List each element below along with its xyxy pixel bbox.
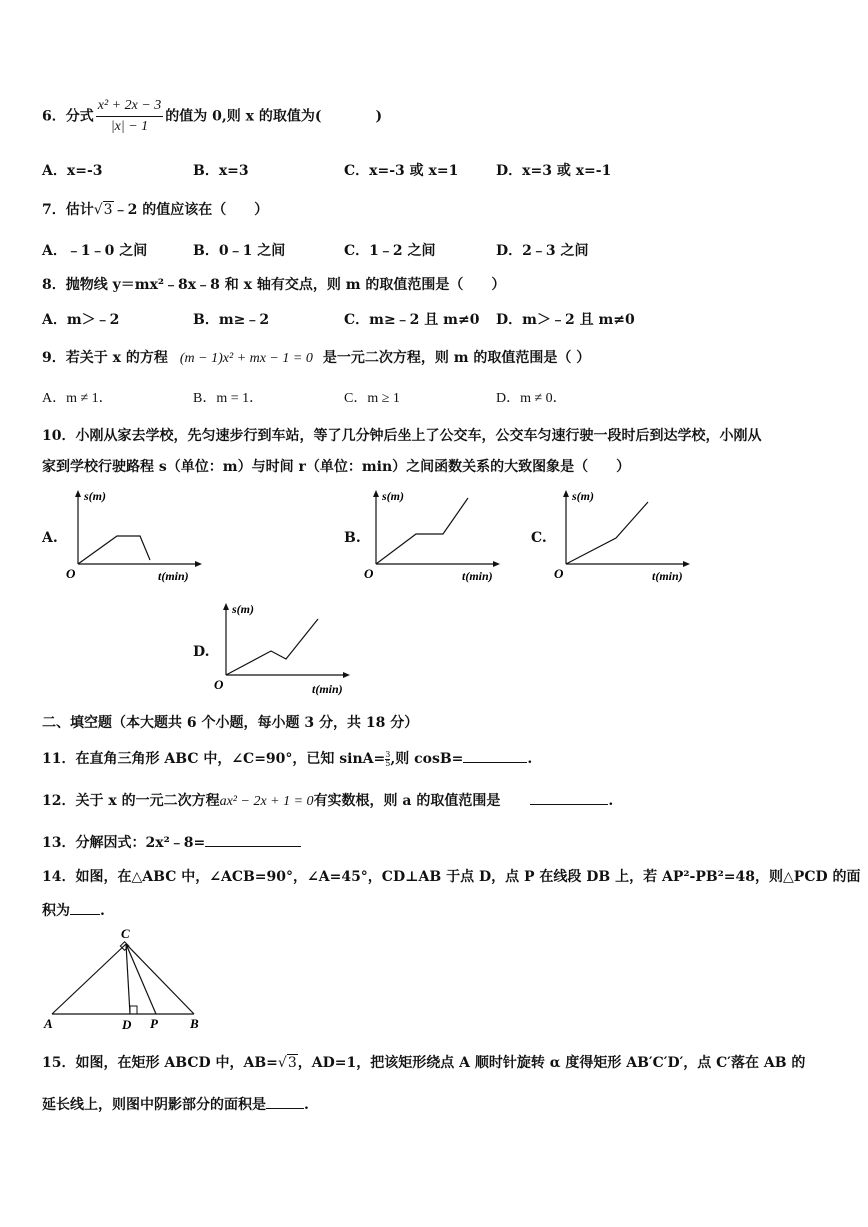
q14-answer-blank[interactable] [70, 914, 100, 915]
point-p-label: P [150, 1016, 158, 1031]
question-15-line2 [42, 1094, 309, 1114]
q15-prefix: 如图，在矩形 ABCD 中，AB= [75, 1055, 278, 1071]
q15-sqrt: √3 [277, 1055, 297, 1071]
graph-b-y-arrow [373, 490, 379, 497]
question-12 [42, 790, 613, 810]
q7-suffix: ﹣2 的值应该在（ ） [113, 202, 269, 218]
graph-c-y-arrow [563, 490, 569, 497]
q9-option-a: A．m ≠ 1． [42, 391, 113, 406]
q6-number: 6． [42, 108, 66, 125]
graph-d-xlabel: t(min) [312, 682, 343, 696]
question-14-line2 [42, 900, 105, 920]
q11-prefix: 在直角三角形 ABC 中，∠C=90°，已知 sinA= [75, 751, 386, 767]
q15-number: 15． [42, 1055, 76, 1071]
q9-option-c: C．m ≥ 1 [344, 391, 400, 406]
graph-b-ylabel: s(m) [382, 489, 404, 503]
q15-line2: 延长线上，则图中阴影部分的面积是 [42, 1097, 266, 1113]
q6-frac-denominator: |x| − 1 [110, 119, 149, 134]
q11-frac-numerator: 3 [385, 749, 391, 759]
q9-prefix: 若关于 x 的方程 [65, 350, 168, 366]
q8-text: 抛物线 y＝mx²﹣8x﹣8 和 x 轴有交点，则 m 的取值范围是（ ） [65, 277, 506, 293]
question-11 [42, 748, 532, 768]
q11-suffix: ,则 cosB= [390, 751, 464, 767]
segment-ac [52, 944, 126, 1014]
q8-option-b: B．m≥﹣2 [193, 312, 270, 328]
graph-c [554, 488, 698, 584]
q13-text: 分解因式：2x²﹣8= [75, 835, 206, 851]
question-6 [42, 98, 382, 135]
graph-b [364, 488, 508, 584]
q7-radicand: 3 [103, 202, 113, 218]
graph-d-ylabel: s(m) [232, 602, 254, 616]
graph-b-curve [376, 498, 468, 564]
graph-a-ylabel: s(m) [84, 489, 106, 503]
graph-b-xlabel: t(min) [462, 569, 493, 583]
point-c-label: C [121, 926, 130, 941]
graph-c-curve [566, 502, 648, 564]
q14-line2: 积为 [42, 903, 70, 919]
q6-fraction [96, 98, 164, 135]
q7-number: 7． [42, 202, 66, 218]
q11-end: . [527, 751, 533, 767]
q13-number: 13． [42, 835, 76, 851]
q11-frac-denominator: 5 [385, 758, 391, 768]
q15-radicand: 3 [287, 1055, 297, 1071]
q10-line1: 小刚从家去学校，先匀速步行到车站，等了几分钟后坐上了公交车，公交车匀速行驶一段时后到达学校，小刚从 [75, 428, 762, 444]
segment-cd [126, 944, 130, 1014]
graph-d-curve [226, 619, 318, 675]
section-2-heading: 二、填空题（本大题共 6 个小题，每小题 3 分，共 18 分） [42, 715, 419, 731]
q12-prefix: 关于 x 的一元二次方程 [75, 793, 220, 809]
q6-close: ) [375, 108, 383, 125]
q6-option-d: D．x=3 或 x=-1 [496, 163, 612, 179]
question-9 [42, 347, 590, 367]
q9-equation: (m − 1)x² + mx − 1 = 0 [179, 351, 313, 366]
q6-frac-numerator: x² + 2x − 3 [96, 98, 164, 117]
graph-d [214, 601, 358, 697]
q13-answer-blank[interactable] [205, 846, 301, 847]
graph-c-label: C. [531, 530, 547, 546]
q12-end: . [608, 793, 614, 809]
graph-d-y-arrow [223, 603, 229, 610]
graph-b-origin: O [364, 566, 374, 581]
q7-option-d: D．2﹣3 之间 [496, 243, 589, 259]
q9-suffix: 是一元二次方程，则 m 的取值范围是（ ） [322, 350, 591, 366]
graph-c-ylabel: s(m) [572, 489, 594, 503]
q6-prefix: 分式 [65, 108, 94, 125]
question-15 [42, 1052, 805, 1072]
graph-d-x-arrow [343, 672, 350, 678]
graph-a-curve [78, 536, 150, 564]
point-a-label: A [44, 1016, 53, 1031]
q12-answer-blank[interactable] [530, 804, 608, 805]
segment-cb [126, 944, 194, 1014]
q6-suffix: 的值为 0,则 x 的取值为( [165, 108, 322, 125]
q14-end: . [100, 903, 105, 919]
q11-answer-blank[interactable] [463, 762, 527, 763]
q8-option-a: A．m＞﹣2 [42, 312, 120, 328]
q14-number: 14． [42, 869, 76, 885]
triangle-figure [40, 924, 210, 1034]
graph-d-origin: O [214, 677, 224, 692]
question-13 [42, 832, 301, 852]
q8-number: 8． [42, 277, 66, 293]
graph-a-origin: O [66, 566, 76, 581]
q6-option-a: A．x=-3 [42, 163, 103, 179]
q6-option-b: B．x=3 [193, 163, 249, 179]
question-10 [42, 425, 761, 445]
q12-suffix: 有实数根，则 a 的取值范围是 [313, 793, 501, 809]
q15-end: . [304, 1097, 309, 1113]
q12-number: 12． [42, 793, 76, 809]
q7-sqrt: √3 [93, 202, 113, 218]
q7-option-b: B．0﹣1 之间 [193, 243, 286, 259]
q7-option-c: C．1﹣2 之间 [344, 243, 436, 259]
q8-option-c: C．m≥﹣2 且 m≠0 [344, 312, 480, 328]
graph-b-x-arrow [493, 561, 500, 567]
q9-number: 9． [42, 350, 66, 366]
question-14 [42, 866, 860, 886]
point-d-label: D [122, 1017, 132, 1032]
q6-option-c: C．x=-3 或 x=1 [344, 163, 459, 179]
graph-a-xlabel: t(min) [158, 569, 189, 583]
question-8 [42, 274, 505, 294]
q7-option-a: A．﹣1﹣0 之间 [42, 243, 148, 259]
q10-number: 10． [42, 428, 76, 444]
graph-c-x-arrow [683, 561, 690, 567]
q11-number: 11． [42, 751, 76, 767]
point-b-label: B [190, 1016, 199, 1031]
q9-option-b: B．m = 1． [193, 391, 264, 406]
graph-c-xlabel: t(min) [652, 569, 683, 583]
q7-prefix: 估计 [65, 202, 94, 218]
question-7 [42, 199, 268, 219]
q14-line1: 如图，在△ABC 中，∠ACB=90°，∠A=45°，CD⊥AB 于点 D，点 P 在线段 DB 上，若 AP²-PB²=48，则△PCD 的面 [75, 869, 861, 885]
q9-option-d: D．m ≠ 0． [496, 391, 567, 406]
segment-cp [126, 944, 156, 1014]
graph-a-y-arrow [75, 490, 81, 497]
q15-suffix: ，AD=1，把该矩形绕点 A 顺时针旋转 α 度得矩形 AB′C′D′，点 C′落在 AB 的 [297, 1055, 806, 1071]
graph-c-origin: O [554, 566, 564, 581]
graph-a-x-arrow [195, 561, 202, 567]
graph-d-label: D. [193, 644, 210, 660]
graph-b-label: B. [344, 530, 361, 546]
q15-answer-blank[interactable] [266, 1108, 304, 1109]
question-10-line2: 家到学校行驶路程 s（单位：m）与时间 r（单位：min）之间函数关系的大致图象是（ ） [42, 459, 631, 475]
graph-a [66, 488, 210, 584]
right-angle-mark [130, 1006, 137, 1014]
q8-option-d: D．m＞﹣2 且 m≠0 [496, 312, 635, 328]
graph-a-label: A. [42, 530, 58, 546]
q12-equation: ax² − 2x + 1 = 0 [219, 794, 314, 809]
